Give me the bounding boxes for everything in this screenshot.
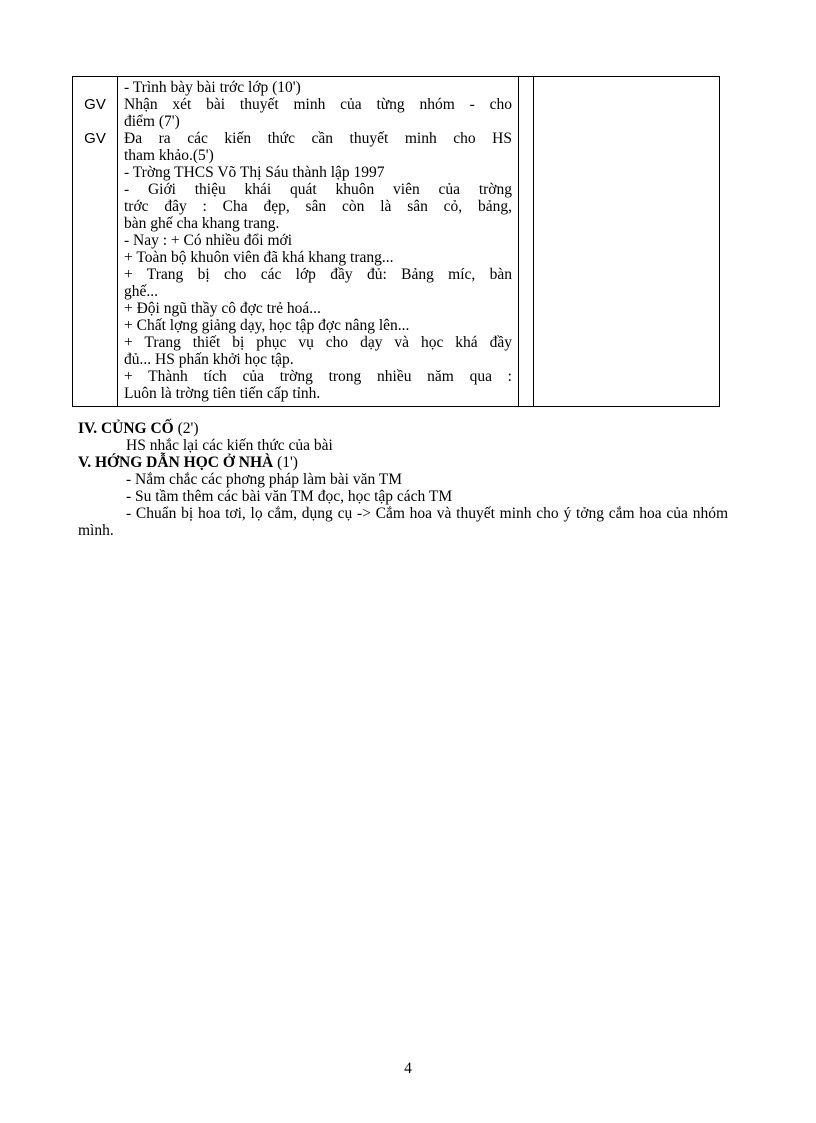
empty-narrow-column	[519, 77, 534, 407]
role-label	[73, 79, 117, 96]
notes-column	[534, 77, 720, 407]
content-line: + Toàn bộ khuôn viên đã khá khang trang...	[124, 249, 394, 266]
content-line: Luôn là trờng tiên tiến cấp tỉnh.	[124, 385, 321, 402]
content-line: + Chất lợng giảng dạy, học tập đợc nâng lên...	[124, 317, 410, 334]
section-iv	[78, 420, 738, 454]
content-line: - Nay : + Có nhiều đổi mới	[124, 232, 293, 249]
content-line: bàn ghế cha khang trang.	[124, 215, 280, 232]
content-line: điểm (7')	[124, 113, 180, 130]
content-line: + Trang thiết bị phục vụ cho dạy và học khá đầy	[124, 334, 512, 351]
role-label: GV	[84, 130, 106, 147]
section-v-line: - Nắm chắc các phơng pháp làm bài văn TM	[126, 471, 403, 488]
section-v-time: (1')	[273, 454, 298, 471]
content-line: - Trờng THCS Võ Thị Sáu thành lập 1997	[124, 164, 385, 181]
role-label: GV	[84, 96, 106, 113]
section-iv-time: (2')	[173, 420, 199, 437]
content-column	[118, 77, 519, 407]
content-line: - Giới thiệu khái quát khuôn viên của trờng	[124, 181, 512, 198]
content-line: Đa ra các kiến thức cần thuyết minh cho HS	[124, 130, 512, 147]
content-line: đủ... HS phấn khởi học tập.	[124, 351, 294, 368]
section-iv-title: IV. CỦNG CỐ	[78, 420, 174, 437]
section-v-title: V. HỚNG DẪN HỌC Ở NHÀ	[78, 454, 274, 471]
content-line: Nhận xét bài thuyết minh của từng nhóm - cho	[124, 96, 512, 113]
section-v-line: - Su tầm thêm các bài văn TM đọc, học tập cách TM	[126, 488, 453, 505]
content-line: + Trang bị cho các lớp đầy đủ: Bảng míc, bàn	[124, 266, 512, 283]
content-line: - Trình bày bài trớc lớp (10')	[124, 79, 301, 96]
role-label	[73, 113, 117, 130]
content-line: tham khảo.(5')	[124, 147, 214, 164]
lesson-table	[72, 76, 720, 407]
table-row	[73, 77, 720, 407]
content-line: ghế...	[124, 283, 159, 300]
content-line: trớc đây : Cha đẹp, sân còn là sân cỏ, bảng,	[124, 198, 512, 215]
role-column	[73, 77, 118, 407]
section-v	[78, 454, 738, 539]
page-number: 4	[404, 1060, 412, 1077]
content-line: + Thành tích của trờng trong nhiều năm qua :	[124, 368, 512, 385]
section-v-wrap-line: - Chuẩn bị hoa tơi, lọ cắm, dụng cụ -> Cắm hoa và thuyết minh cho ý tởng cắm hoa của nhóm mình.	[78, 505, 728, 539]
content-line: + Đội ngũ thầy cô đợc trẻ hoá...	[124, 300, 321, 317]
section-iv-line: HS nhắc lại các kiến thức của bài	[126, 437, 333, 454]
